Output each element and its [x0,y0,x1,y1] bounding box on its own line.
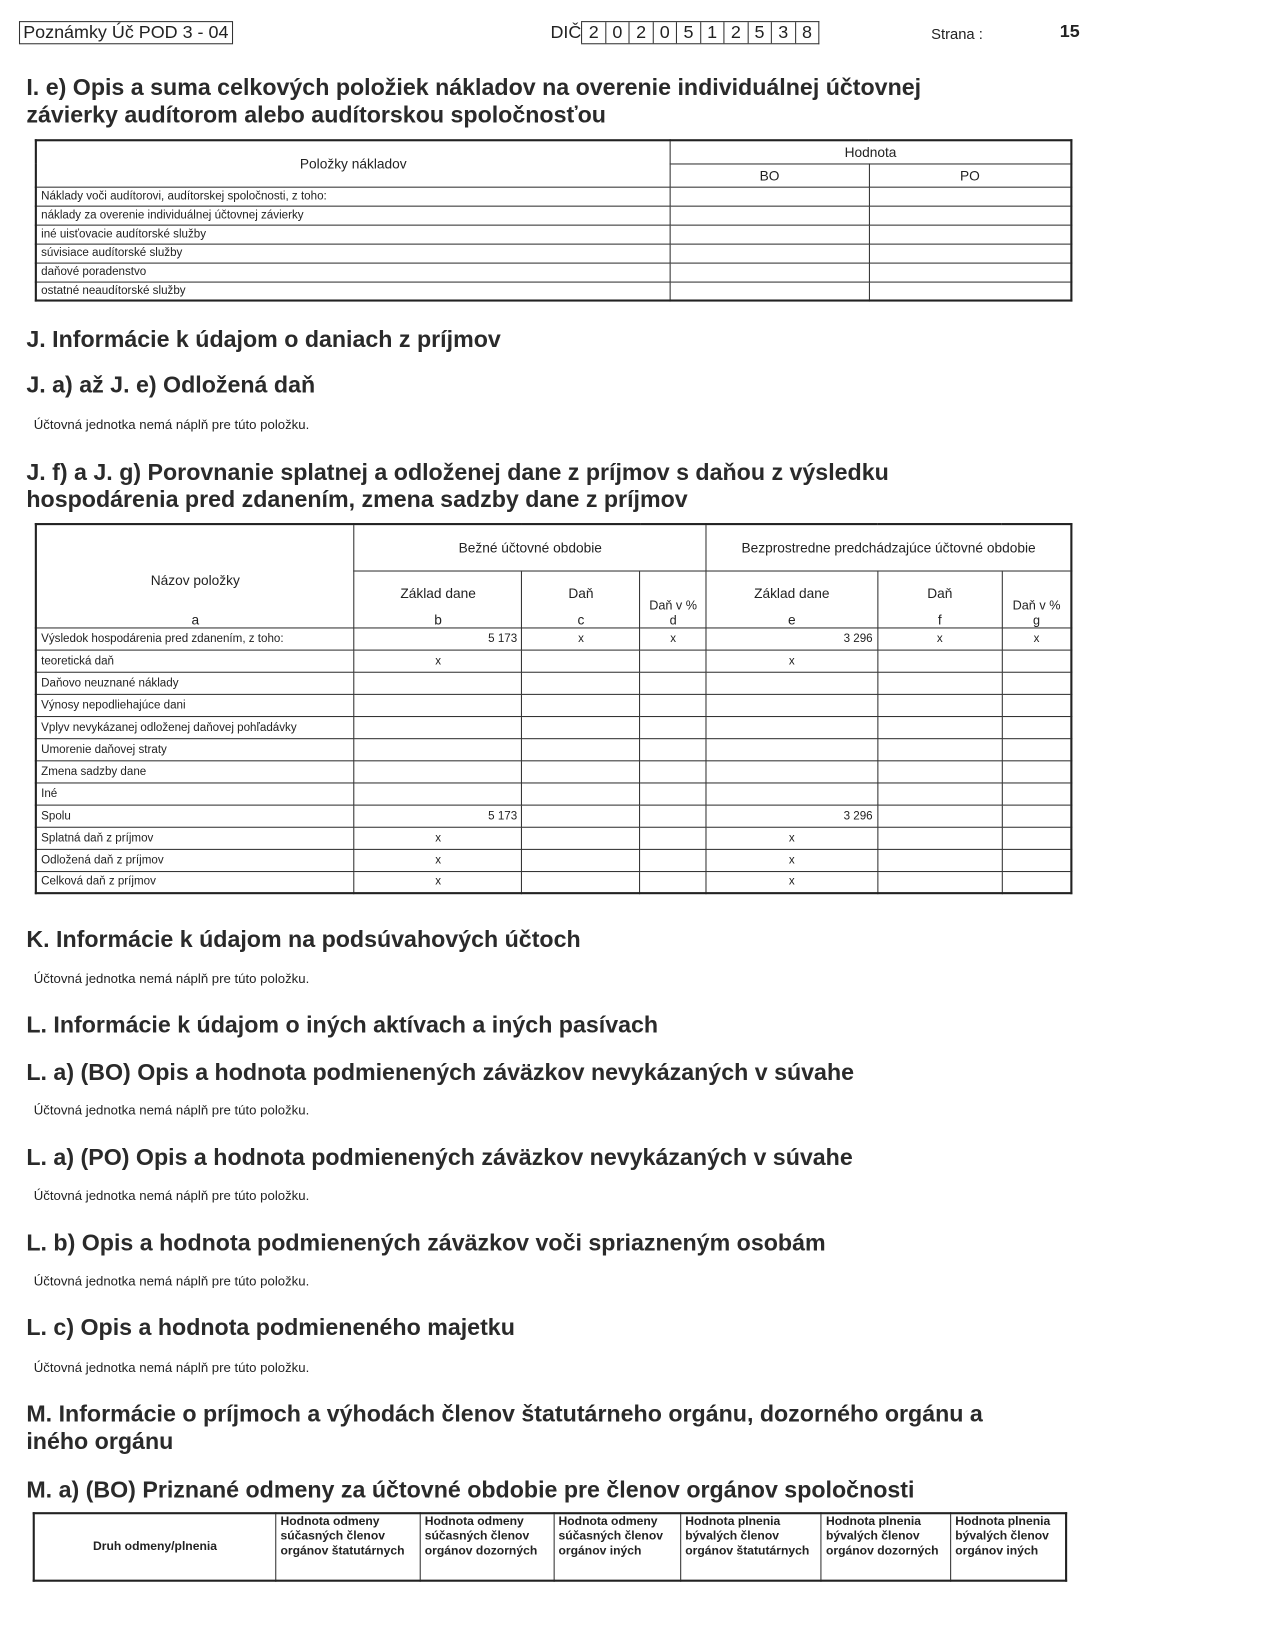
section-lb-note: Účtovná jednotka nemá náplň pre túto položku. [33,1273,310,1289]
cell [877,871,1002,893]
bo-value [670,225,869,244]
cell [522,782,640,804]
dic-digit: 3 [771,22,795,43]
col-bo: BO [670,163,869,186]
cell [640,849,706,871]
row-label: ostatné neaudítorské služby [36,282,670,301]
dic-digit: 1 [700,22,724,43]
row-label: Vplyv nevykázanej odloženej daňovej pohľadávky [36,716,354,738]
col-title: Základ dane [400,584,476,601]
dic-digit: 5 [747,22,771,43]
col-header: Hodnota odmeny súčasných členov orgánov dozorných [420,1513,554,1580]
table-row [36,827,1072,849]
cell [877,782,1002,804]
col-title: Daň [568,584,594,601]
dic-label: DIČ [550,22,582,43]
table-row [36,716,1072,738]
row-label: Celková daň z príjmov [36,871,354,893]
dic-digit: 2 [723,22,747,43]
table-row [36,694,1072,716]
po-value [869,206,1071,225]
cell [1002,672,1071,694]
section-l-title: L. Informácie k údajom o iných aktívach a iných pasívach [26,1011,659,1038]
cell [354,694,522,716]
cell [522,672,640,694]
po-value [869,244,1071,263]
cell [706,672,877,694]
cell [1002,716,1071,738]
cell [522,716,640,738]
col-tax-c [522,570,640,627]
col-base-b [354,570,522,627]
cell [354,716,522,738]
cell [706,738,877,760]
cell [522,738,640,760]
cell [1002,738,1071,760]
cell: x [522,627,640,649]
cell: x [354,871,522,893]
row-label: iné uisťovacie audítorské služby [36,225,670,244]
row-label: Výnosy nepodliehajúce dani [36,694,354,716]
cell [640,827,706,849]
po-value [869,187,1071,206]
cell [354,672,522,694]
cell [877,827,1002,849]
section-k-note: Účtovná jednotka nemá náplň pre túto položku. [33,971,310,986]
cell [706,716,877,738]
table-row [36,672,1072,694]
cell [522,871,640,893]
table-row [36,225,1072,244]
col-letter: e [787,611,796,627]
cell [1002,827,1071,849]
cell [640,738,706,760]
table-row [36,187,1072,206]
table-row [36,760,1072,782]
table-row [36,871,1072,893]
cell [522,827,640,849]
col-letter: b [434,611,442,627]
cell [877,805,1002,827]
cell [877,694,1002,716]
cell [877,738,1002,760]
bo-value [670,263,869,282]
cell [877,849,1002,871]
cell [522,849,640,871]
cell: x [706,827,877,849]
cell [877,672,1002,694]
dic-digit: 2 [629,22,653,43]
row-label: Iné [36,782,354,804]
cell [640,650,706,672]
cell: x [706,871,877,893]
col-value: Hodnota [670,140,1071,163]
cell: x [354,827,522,849]
cell [522,650,640,672]
col-name: Názov položky a [36,524,354,627]
col-header: Hodnota plnenia bývalých členov orgánov štatutárnych [681,1513,822,1580]
section-la-po-note: Účtovná jednotka nemá náplň pre túto položku. [33,1188,310,1204]
row-label: Spolu [36,805,354,827]
table-row [36,206,1072,225]
cell: 3 296 [706,627,877,649]
dic-digit: 0 [652,22,676,43]
cell: x [354,849,522,871]
cell [354,738,522,760]
po-value [869,263,1071,282]
dic-field [550,21,819,44]
cell [1002,849,1071,871]
dic-digit: 0 [605,22,629,43]
table-row [36,263,1072,282]
section-la-bo-note: Účtovná jednotka nemá náplň pre túto položku. [33,1103,310,1118]
cell [877,716,1002,738]
cell [354,782,522,804]
cell: x [640,627,706,649]
table-row [36,282,1072,301]
section-lc-title: L. c) Opis a hodnota podmieneného majetku [26,1313,515,1341]
cell [1002,650,1071,672]
cell [522,760,640,782]
row-label: Umorenie daňovej straty [36,738,354,760]
col-pct-g [1002,570,1071,627]
cell [1002,694,1071,716]
audit-costs-table [35,139,1073,301]
section-jf-title: J. f) a J. g) Porovnanie splatnej a odloženej dane z príjmov s daňou z výsledku hospodárenia pred zdanením, zmena sadzby dane z príjmov [26,458,889,513]
section-ja-title: J. a) až J. e) Odložená daň [26,371,316,398]
row-label: Náklady voči audítorovi, audítorskej spoločnosti, z toho: [36,187,670,206]
row-label: náklady za overenie individuálnej účtovnej závierky [36,206,670,225]
col-title: Daň v % [1012,597,1061,613]
page-number: 15 [1059,21,1080,42]
cell [522,694,640,716]
section-lb-title: L. b) Opis a hodnota podmienených záväzkov voči spriazneným osobám [26,1229,826,1256]
cell [1002,760,1071,782]
section-ma-title: M. a) (BO) Priznané odmeny za účtovné obdobie pre členov orgánov spoločnosti [26,1476,915,1503]
col-base-e [706,570,877,627]
cell [877,760,1002,782]
cell [640,805,706,827]
cell [640,871,706,893]
section-j-title: J. Informácie k údajom o daniach z príjmov [26,325,501,353]
cell [706,694,877,716]
cell: x [706,849,877,871]
row-label: daňové poradenstvo [36,263,670,282]
cell: x [1002,627,1071,649]
cell [640,760,706,782]
col-title: Základ dane [754,584,830,601]
po-value [869,282,1071,301]
table-row [36,849,1072,871]
section-ie-title: I. e) Opis a suma celkových položiek nákladov na overenie individuálnej účtovnej závierky audítorom alebo audítorskou spoločnosťou [26,73,922,128]
col-letter: g [1033,612,1041,627]
section-k-title: K. Informácie k údajom na podsúvahových účtoch [26,925,581,953]
col-prev: Bezprostredne predchádzajúce účtovné obdobie [706,524,1071,570]
po-value [869,225,1071,244]
col-tax-f [877,570,1002,627]
cell [1002,782,1071,804]
section-la-bo-title: L. a) (BO) Opis a hodnota podmienených záväzkov nevykázaných v súvahe [26,1058,855,1086]
table-row [36,650,1072,672]
row-label: Výsledok hospodárenia pred zdanením, z toho: [36,627,354,649]
col-title: Daň [927,584,953,601]
col-letter: c [577,611,585,627]
cell: x [877,627,1002,649]
col-header: Hodnota plnenia bývalých členov orgánov dozorných [821,1513,950,1580]
cell [1002,871,1071,893]
bo-value [670,244,869,263]
table-row [36,738,1072,760]
cell [706,760,877,782]
cell [354,760,522,782]
table-row [36,805,1072,827]
table-row [36,244,1072,263]
col-header: Druh odmeny/plnenia [34,1513,276,1580]
dic-digit: 8 [795,22,819,43]
cell: 3 296 [706,805,877,827]
remuneration-table [33,1512,1067,1582]
row-label: teoretická daň [36,650,354,672]
cell [640,694,706,716]
row-label: Zmena sadzby dane [36,760,354,782]
section-m-title: M. Informácie o príjmoch a výhodách členov štatutárneho orgánu, dozorného orgánu a iného orgánu [26,1400,983,1455]
cell: 5 173 [354,805,522,827]
col-letter: d [669,612,677,627]
page-label: Strana : [931,25,983,43]
table-row [36,782,1072,804]
col-header: Hodnota plnenia bývalých členov orgánov iných [950,1513,1066,1580]
row-label: Splatná daň z príjmov [36,827,354,849]
bo-value [670,187,869,206]
section-lc-note: Účtovná jednotka nemá náplň pre túto položku. [33,1360,310,1376]
cell [877,650,1002,672]
section-la-po-title: L. a) (PO) Opis a hodnota podmienených záväzkov nevykázaných v súvahe [26,1144,853,1171]
cell [522,805,640,827]
dic-digit: 5 [676,22,700,43]
cell [640,716,706,738]
cell [640,672,706,694]
tax-table [35,523,1073,894]
bo-value [670,206,869,225]
cell [640,782,706,804]
cell: x [354,650,522,672]
bo-value [670,282,869,301]
col-po: PO [869,163,1071,186]
dic-digit: 2 [581,22,605,43]
form-id: Poznámky Úč POD 3 - 04 [19,21,233,44]
row-label: Daňovo neuznané náklady [36,672,354,694]
cell [1002,805,1071,827]
cell: 5 173 [354,627,522,649]
cell [706,782,877,804]
col-title: Daň v % [649,597,698,613]
col-header: Hodnota odmeny súčasných členov orgánov iných [554,1513,681,1580]
col-header: Hodnota odmeny súčasných členov orgánov štatutárnych [276,1513,420,1580]
cell: x [706,650,877,672]
col-current: Bežné účtovné obdobie [354,524,706,570]
col-letter: f [937,611,942,627]
col-pct-d [640,570,706,627]
col-items: Položky nákladov [36,140,670,186]
table-row [36,627,1072,649]
section-ja-note: Účtovná jednotka nemá náplň pre túto položku. [33,417,310,433]
row-label: Odložená daň z príjmov [36,849,354,871]
row-label: súvisiace audítorské služby [36,244,670,263]
